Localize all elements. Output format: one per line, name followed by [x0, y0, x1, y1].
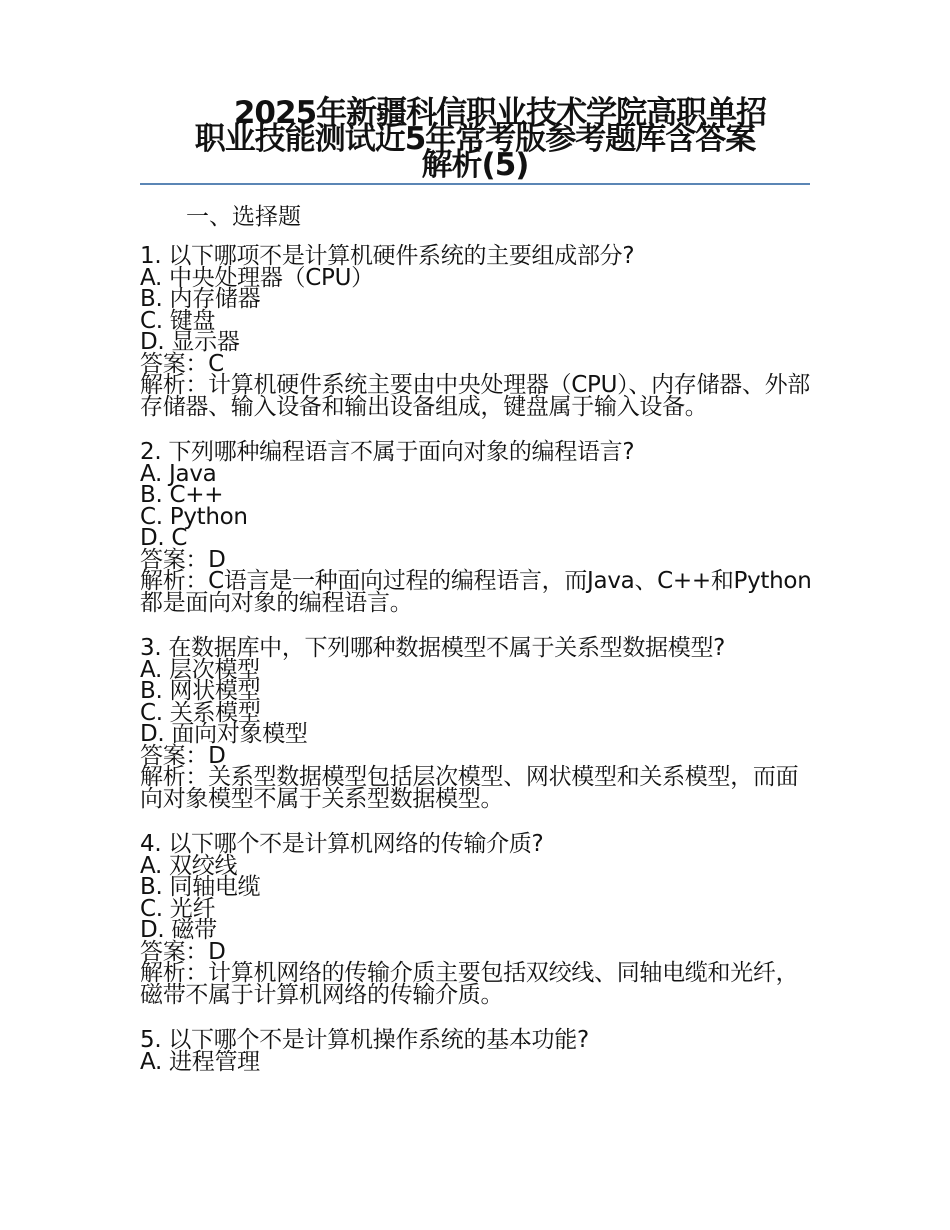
- section-heading: 一、选择题: [186, 204, 301, 230]
- question-item: [140, 1027, 812, 1075]
- answer-text: 答案：C: [140, 350, 224, 377]
- title-line-1: 2025年新疆科信职业技术学院高职单招: [233, 95, 767, 131]
- question-text: 1. 以下哪项不是计算机硬件系统的主要组成部分?: [140, 243, 635, 269]
- analysis-text: 解析：计算机硬件系统主要由中央处理器（CPU）、内存储器、外部存储器、输入设备和输出设备组成，键盘属于输入设备。: [140, 372, 810, 420]
- option-d: D. 磁带: [140, 917, 217, 943]
- option-a: A. 层次模型: [140, 656, 260, 683]
- answer-text: 答案：D: [140, 938, 226, 965]
- question-item: [140, 635, 812, 812]
- option-c: C. 关系模型: [140, 699, 261, 726]
- question-item: [140, 243, 812, 420]
- option-d: D. 面向对象模型: [140, 721, 308, 747]
- option-d: D. C: [140, 525, 188, 551]
- option-a: A. Java: [140, 460, 217, 487]
- option-b: B. 同轴电缆: [140, 874, 261, 900]
- answer-text: 答案：D: [140, 742, 226, 769]
- question-text: 2. 下列哪种编程语言不属于面向对象的编程语言?: [140, 439, 635, 465]
- document-title: [140, 95, 810, 183]
- option-b: B. C++: [140, 482, 224, 508]
- option-c: C. Python: [140, 503, 248, 530]
- option-d: D. 显示器: [140, 329, 240, 355]
- title-line-3: 解析(5): [421, 147, 529, 183]
- analysis-text: 解析：关系型数据模型包括层次模型、网状模型和关系模型，而面向对象模型不属于关系型数据模型。: [140, 764, 799, 812]
- option-b: B. 网状模型: [140, 678, 261, 704]
- option-c: C. 光纤: [140, 895, 216, 922]
- questions-list: [140, 243, 812, 1097]
- analysis-text: 解析：计算机网络的传输介质主要包括双绞线、同轴电缆和光纤，磁带不属于计算机网络的传输介质。: [140, 960, 799, 1008]
- option-c: C. 键盘: [140, 307, 216, 334]
- question-item: [140, 831, 812, 1008]
- question-text: 3. 在数据库中，下列哪种数据模型不属于关系型数据模型?: [140, 635, 726, 661]
- option-b: B. 内存储器: [140, 286, 261, 312]
- option-a: A. 中央处理器（CPU）: [140, 264, 374, 291]
- question-item: [140, 439, 812, 616]
- title-line-2: 职业技能测试近5年常考版参考题库含答案: [194, 121, 756, 157]
- answer-text: 答案：D: [140, 546, 226, 573]
- question-text: 4. 以下哪个不是计算机网络的传输介质?: [140, 831, 544, 857]
- option-a: A. 双绞线: [140, 852, 238, 879]
- title-divider: [140, 183, 810, 185]
- option-a: A. 进程管理: [140, 1048, 260, 1075]
- analysis-text: 解析：C语言是一种面向过程的编程语言，而Java、C++和Python都是面向对象的编程语言。: [140, 568, 812, 616]
- question-text: 5. 以下哪个不是计算机操作系统的基本功能?: [140, 1027, 589, 1053]
